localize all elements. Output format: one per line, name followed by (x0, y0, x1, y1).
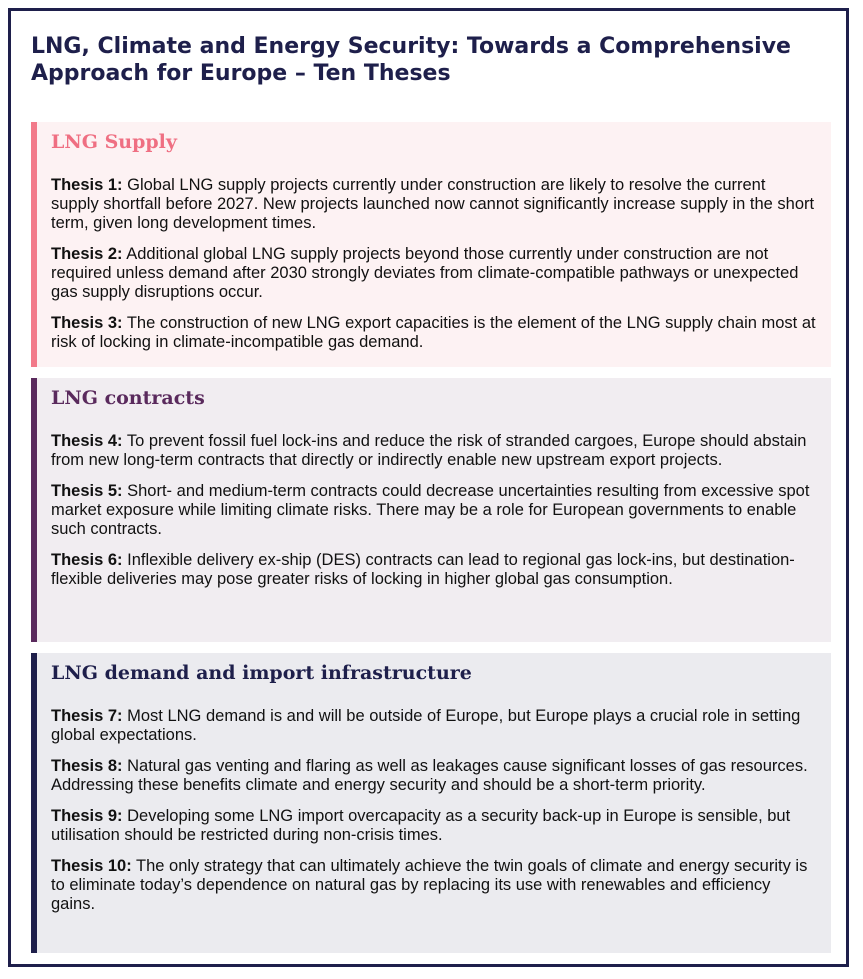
document-frame (8, 8, 849, 967)
thesis-label: Thesis 10: (51, 857, 132, 875)
thesis-label: Thesis 2: (51, 245, 123, 263)
thesis-8 (51, 757, 817, 795)
thesis-text: Inflexible delivery ex-ship (DES) contracts can lead to regional gas lock-ins, but destination-flexible deliveries may pose greater risks of locking in higher global gas consumption. (51, 551, 795, 588)
thesis-text: Additional global LNG supply projects beyond those currently under construction are not required unless demand after 2030 strongly deviates from climate-compatible pathways or unexpected gas supply disruptions occur. (51, 245, 799, 301)
thesis-label: Thesis 9: (51, 807, 123, 825)
section-title: LNG Supply (51, 131, 177, 153)
document-title: LNG, Climate and Energy Security: Towards a Comprehensive Approach for Europe – Ten Theses (31, 34, 791, 86)
thesis-label: Thesis 8: (51, 757, 123, 775)
thesis-text: Natural gas venting and flaring as well as leakages cause significant losses of gas resources. Addressing these benefits climate and energy security and should be a short-term priority. (51, 757, 808, 794)
thesis-label: Thesis 5: (51, 482, 123, 500)
thesis-text: Developing some LNG import overcapacity as a security back-up in Europe is sensible, but utilisation should be restricted during non-crisis times. (51, 807, 791, 844)
thesis-text: Most LNG demand is and will be outside of Europe, but Europe plays a crucial role in setting global expectations. (51, 707, 801, 744)
section-lng-contracts (31, 378, 831, 642)
thesis-label: Thesis 1: (51, 176, 123, 194)
thesis-text: The only strategy that can ultimately achieve the twin goals of climate and energy security is to eliminate today’s dependence on natural gas by replacing its use with renewables and efficiency gains. (51, 857, 808, 913)
section-title: LNG contracts (51, 387, 205, 409)
thesis-label: Thesis 7: (51, 707, 123, 725)
thesis-2 (51, 245, 817, 302)
thesis-9 (51, 807, 817, 845)
thesis-6 (51, 551, 817, 589)
thesis-text: The construction of new LNG export capacities is the element of the LNG supply chain most at risk of locking in climate-incompatible gas demand. (51, 314, 816, 351)
thesis-label: Thesis 3: (51, 314, 123, 332)
thesis-1 (51, 176, 817, 233)
thesis-4 (51, 432, 817, 470)
section-title: LNG demand and import infrastructure (51, 662, 472, 684)
thesis-text: To prevent fossil fuel lock-ins and reduce the risk of stranded cargoes, Europe should abstain from new long-term contracts that directly or indirectly enable new upstream export projects. (51, 432, 807, 469)
thesis-label: Thesis 6: (51, 551, 123, 569)
section-lng-demand-infrastructure (31, 653, 831, 953)
thesis-7 (51, 707, 817, 745)
thesis-text: Short- and medium-term contracts could decrease uncertainties resulting from excessive spot market exposure while limiting climate risks. There may be a role for European governments to enable such contracts. (51, 482, 810, 538)
thesis-5 (51, 482, 817, 539)
thesis-text: Global LNG supply projects currently under construction are likely to resolve the current supply shortfall before 2027. New projects launched now cannot significantly increase supply in the short term, given long development times. (51, 176, 815, 232)
thesis-label: Thesis 4: (51, 432, 123, 450)
section-lng-supply (31, 122, 831, 367)
thesis-10 (51, 857, 817, 914)
thesis-3 (51, 314, 817, 352)
